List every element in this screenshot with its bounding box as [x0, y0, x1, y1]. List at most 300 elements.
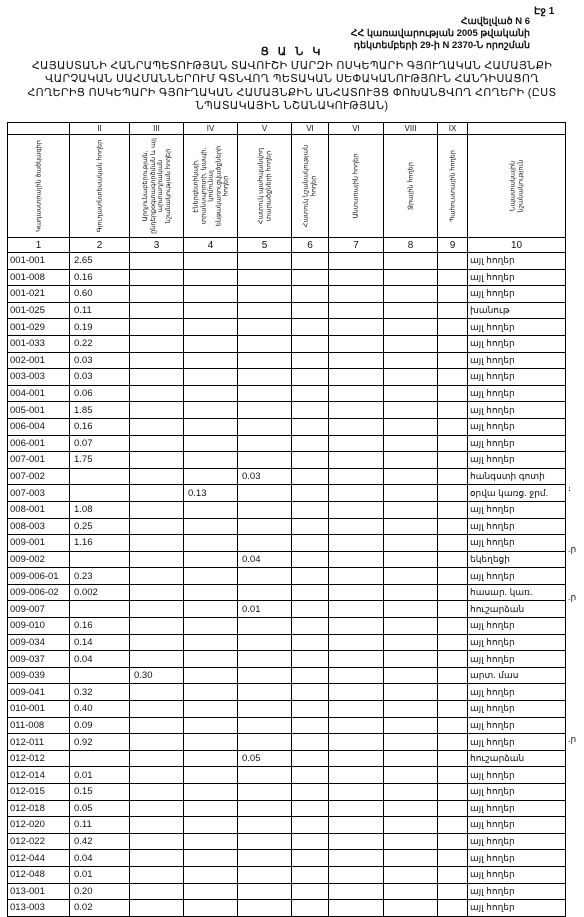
table-row: [8, 468, 566, 485]
agricultural-land-cell: 0.07: [70, 435, 130, 452]
water-land-cell: [384, 734, 438, 751]
cadastral-code-cell: 013-001: [8, 883, 70, 900]
reserve-land-cell: [438, 535, 468, 552]
water-land-cell: [384, 667, 438, 684]
column-header: [292, 135, 329, 238]
margin-mark: ։: [568, 483, 572, 493]
infrastructure-land-cell: [184, 900, 238, 917]
water-land-cell: [384, 767, 438, 784]
infrastructure-land-cell: 0.13: [184, 485, 238, 502]
agricultural-land-cell: 0.60: [70, 286, 130, 303]
agricultural-land-cell: [70, 601, 130, 618]
protected-land-cell: [238, 485, 292, 502]
cadastral-code-cell: 013-003: [8, 900, 70, 917]
column-header: [70, 135, 130, 238]
special-land-cell: [292, 833, 329, 850]
table-row: [8, 352, 566, 369]
forest-land-cell: [329, 584, 384, 601]
water-land-cell: [384, 501, 438, 518]
water-land-cell: [384, 452, 438, 469]
reserve-land-cell: [438, 551, 468, 568]
industrial-land-cell: [130, 850, 184, 867]
table-row: [8, 485, 566, 502]
column-header-text: Էներգետիկայի, տրանսպորտի, կապի, կոմունալ ենթակառուցվածքների հողեր: [191, 145, 229, 227]
infrastructure-land-cell: [184, 369, 238, 386]
purpose-cell: այլ հողեր: [468, 800, 566, 817]
reserve-land-cell: [438, 568, 468, 585]
purpose-cell: այլ հողեր: [468, 452, 566, 469]
forest-land-cell: [329, 352, 384, 369]
reserve-land-cell: [438, 701, 468, 718]
industrial-land-cell: [130, 402, 184, 419]
cadastral-code-cell: 012-011: [8, 734, 70, 751]
special-land-cell: [292, 352, 329, 369]
cadastral-code-cell: 009-006-01: [8, 568, 70, 585]
agricultural-land-cell: 0.40: [70, 701, 130, 718]
purpose-cell: այլ հողեր: [468, 518, 566, 535]
industrial-land-cell: [130, 750, 184, 767]
water-land-cell: [384, 319, 438, 336]
special-land-cell: [292, 784, 329, 801]
purpose-cell: այլ հողեր: [468, 535, 566, 552]
protected-land-cell: [238, 618, 292, 635]
reserve-land-cell: [438, 601, 468, 618]
roman-numeral-cell: [468, 123, 566, 135]
title-line: ՆՊԱՏԱԿԱՅԻՆ ՆՇԱՆԱԿՈՒԹՅԱՆ): [195, 100, 389, 112]
table-row: [8, 767, 566, 784]
infrastructure-land-cell: [184, 551, 238, 568]
agricultural-land-cell: 2.65: [70, 253, 130, 270]
infrastructure-land-cell: [184, 402, 238, 419]
purpose-cell: այլ հողեր: [468, 701, 566, 718]
protected-land-cell: [238, 319, 292, 336]
protected-land-cell: [238, 850, 292, 867]
protected-land-cell: [238, 817, 292, 834]
cadastral-code-cell: 009-041: [8, 684, 70, 701]
protected-land-cell: 0.05: [238, 750, 292, 767]
agricultural-land-cell: 0.03: [70, 369, 130, 386]
special-land-cell: [292, 269, 329, 286]
cadastral-code-cell: 009-002: [8, 551, 70, 568]
infrastructure-land-cell: [184, 667, 238, 684]
cadastral-code-cell: 009-034: [8, 634, 70, 651]
purpose-cell: այլ հողեր: [468, 253, 566, 270]
forest-land-cell: [329, 900, 384, 917]
special-land-cell: [292, 618, 329, 635]
purpose-cell: այլ հողեր: [468, 634, 566, 651]
agricultural-land-cell: [70, 468, 130, 485]
infrastructure-land-cell: [184, 866, 238, 883]
industrial-land-cell: 0.30: [130, 667, 184, 684]
protected-land-cell: [238, 535, 292, 552]
water-land-cell: [384, 468, 438, 485]
forest-land-cell: [329, 286, 384, 303]
water-land-cell: [384, 402, 438, 419]
industrial-land-cell: [130, 800, 184, 817]
column-header: [130, 135, 184, 238]
industrial-land-cell: [130, 900, 184, 917]
column-number: 5: [238, 238, 292, 253]
column-header-text: Ջրային հողեր: [406, 162, 414, 210]
reserve-land-cell: [438, 452, 468, 469]
infrastructure-land-cell: [184, 535, 238, 552]
forest-land-cell: [329, 734, 384, 751]
list-label: Ց Ա Ն Կ: [260, 46, 324, 58]
roman-numeral-cell: V: [238, 123, 292, 135]
protected-land-cell: [238, 335, 292, 352]
forest-land-cell: [329, 618, 384, 635]
special-land-cell: [292, 501, 329, 518]
water-land-cell: [384, 850, 438, 867]
margin-mark: .ր: [568, 544, 577, 554]
table-row: [8, 634, 566, 651]
purpose-cell: այլ հողեր: [468, 269, 566, 286]
special-land-cell: [292, 568, 329, 585]
column-number-row: [8, 238, 566, 253]
protected-land-cell: [238, 866, 292, 883]
reserve-land-cell: [438, 369, 468, 386]
cadastral-code-cell: 001-033: [8, 335, 70, 352]
protected-land-cell: 0.04: [238, 551, 292, 568]
purpose-cell: այլ հողեր: [468, 850, 566, 867]
protected-land-cell: [238, 584, 292, 601]
purpose-cell: այլ հողեր: [468, 402, 566, 419]
infrastructure-land-cell: [184, 253, 238, 270]
cadastral-code-cell: 011-008: [8, 717, 70, 734]
forest-land-cell: [329, 402, 384, 419]
purpose-cell: հանգստի գոտի: [468, 468, 566, 485]
cadastral-code-cell: 007-002: [8, 468, 70, 485]
infrastructure-land-cell: [184, 452, 238, 469]
protected-land-cell: [238, 435, 292, 452]
infrastructure-land-cell: [184, 418, 238, 435]
reserve-land-cell: [438, 850, 468, 867]
special-land-cell: [292, 866, 329, 883]
column-header: [238, 135, 292, 238]
purpose-cell: այլ հողեր: [468, 817, 566, 834]
document-title: [4, 46, 580, 114]
cadastral-code-cell: 012-022: [8, 833, 70, 850]
roman-numeral-cell: IX: [438, 123, 468, 135]
table-row: [8, 335, 566, 352]
cadastral-code-cell: 012-018: [8, 800, 70, 817]
land-table: [7, 122, 566, 917]
reserve-land-cell: [438, 253, 468, 270]
reserve-land-cell: [438, 402, 468, 419]
infrastructure-land-cell: [184, 833, 238, 850]
protected-land-cell: [238, 501, 292, 518]
infrastructure-land-cell: [184, 883, 238, 900]
column-header-text: Նպատակային նշանակություն: [509, 159, 524, 213]
industrial-land-cell: [130, 253, 184, 270]
infrastructure-land-cell: [184, 750, 238, 767]
special-land-cell: [292, 485, 329, 502]
industrial-land-cell: [130, 286, 184, 303]
water-land-cell: [384, 302, 438, 319]
industrial-land-cell: [130, 518, 184, 535]
purpose-cell: այլ հողեր: [468, 833, 566, 850]
infrastructure-land-cell: [184, 385, 238, 402]
infrastructure-land-cell: [184, 601, 238, 618]
cadastral-code-cell: 003-003: [8, 369, 70, 386]
reserve-land-cell: [438, 833, 468, 850]
infrastructure-land-cell: [184, 618, 238, 635]
reserve-land-cell: [438, 651, 468, 668]
agricultural-land-cell: 0.01: [70, 866, 130, 883]
protected-land-cell: [238, 701, 292, 718]
table-row: [8, 369, 566, 386]
industrial-land-cell: [130, 468, 184, 485]
reserve-land-cell: [438, 518, 468, 535]
forest-land-cell: [329, 784, 384, 801]
table-row: [8, 518, 566, 535]
column-number: 9: [438, 238, 468, 253]
infrastructure-land-cell: [184, 651, 238, 668]
industrial-land-cell: [130, 784, 184, 801]
purpose-cell: այլ հողեր: [468, 286, 566, 303]
forest-land-cell: [329, 385, 384, 402]
water-land-cell: [384, 385, 438, 402]
table-row: [8, 900, 566, 917]
table-row: [8, 435, 566, 452]
table-body: [8, 253, 566, 917]
cadastral-code-cell: 012-014: [8, 767, 70, 784]
protected-land-cell: [238, 568, 292, 585]
table-row: [8, 302, 566, 319]
reserve-land-cell: [438, 418, 468, 435]
reserve-land-cell: [438, 684, 468, 701]
purpose-cell: այլ հողեր: [468, 784, 566, 801]
table-row: [8, 584, 566, 601]
industrial-land-cell: [130, 269, 184, 286]
column-number: 4: [184, 238, 238, 253]
protected-land-cell: [238, 800, 292, 817]
water-land-cell: [384, 866, 438, 883]
forest-land-cell: [329, 302, 384, 319]
agricultural-land-cell: [70, 551, 130, 568]
cadastral-code-cell: 008-001: [8, 501, 70, 518]
infrastructure-land-cell: [184, 269, 238, 286]
agricultural-land-cell: 0.14: [70, 634, 130, 651]
table-row: [8, 866, 566, 883]
water-land-cell: [384, 485, 438, 502]
reserve-land-cell: [438, 800, 468, 817]
table-row: [8, 601, 566, 618]
industrial-land-cell: [130, 584, 184, 601]
table-row: [8, 734, 566, 751]
agricultural-land-cell: 0.22: [70, 335, 130, 352]
forest-land-cell: [329, 883, 384, 900]
forest-land-cell: [329, 717, 384, 734]
reserve-land-cell: [438, 352, 468, 369]
cadastral-code-cell: 012-048: [8, 866, 70, 883]
reserve-land-cell: [438, 385, 468, 402]
water-land-cell: [384, 601, 438, 618]
reserve-land-cell: [438, 269, 468, 286]
table-row: [8, 800, 566, 817]
special-land-cell: [292, 253, 329, 270]
special-land-cell: [292, 767, 329, 784]
table-row: [8, 319, 566, 336]
purpose-cell: այլ հողեր: [468, 501, 566, 518]
special-land-cell: [292, 900, 329, 917]
water-land-cell: [384, 717, 438, 734]
table-row: [8, 253, 566, 270]
special-land-cell: [292, 634, 329, 651]
agricultural-land-cell: 0.06: [70, 385, 130, 402]
infrastructure-land-cell: [184, 850, 238, 867]
industrial-land-cell: [130, 717, 184, 734]
water-land-cell: [384, 286, 438, 303]
agricultural-land-cell: 0.11: [70, 302, 130, 319]
protected-land-cell: [238, 385, 292, 402]
column-header-text: Պահուստային հողեր: [448, 150, 456, 222]
agricultural-land-cell: 0.16: [70, 618, 130, 635]
water-land-cell: [384, 551, 438, 568]
forest-land-cell: [329, 335, 384, 352]
purpose-cell: այլ հողեր: [468, 717, 566, 734]
infrastructure-land-cell: [184, 734, 238, 751]
infrastructure-land-cell: [184, 435, 238, 452]
reserve-land-cell: [438, 634, 468, 651]
purpose-cell: այլ հողեր: [468, 651, 566, 668]
water-land-cell: [384, 817, 438, 834]
purpose-cell: այլ հողեր: [468, 319, 566, 336]
industrial-land-cell: [130, 866, 184, 883]
agricultural-land-cell: 0.16: [70, 418, 130, 435]
special-land-cell: [292, 402, 329, 419]
cadastral-code-cell: 012-044: [8, 850, 70, 867]
forest-land-cell: [329, 817, 384, 834]
forest-land-cell: [329, 319, 384, 336]
industrial-land-cell: [130, 767, 184, 784]
cadastral-code-cell: 001-025: [8, 302, 70, 319]
agricultural-land-cell: [70, 750, 130, 767]
purpose-cell: այլ հողեր: [468, 568, 566, 585]
reserve-land-cell: [438, 717, 468, 734]
column-number: 2: [70, 238, 130, 253]
column-header: [468, 135, 566, 238]
reserve-land-cell: [438, 485, 468, 502]
special-land-cell: [292, 584, 329, 601]
protected-land-cell: [238, 717, 292, 734]
appendix-line: Հավելված N 6: [460, 16, 530, 27]
reserve-land-cell: [438, 468, 468, 485]
table-row: [8, 568, 566, 585]
special-land-cell: [292, 551, 329, 568]
table-row: [8, 717, 566, 734]
appendix-line: դեկտեմբերի 29-ի N 2370-Ն որոշման: [353, 40, 530, 51]
forest-land-cell: [329, 701, 384, 718]
protected-land-cell: [238, 452, 292, 469]
table-row: [8, 667, 566, 684]
special-land-cell: [292, 651, 329, 668]
table-row: [8, 750, 566, 767]
special-land-cell: [292, 418, 329, 435]
cadastral-code-cell: 010-001: [8, 701, 70, 718]
forest-land-cell: [329, 435, 384, 452]
water-land-cell: [384, 335, 438, 352]
agricultural-land-cell: [70, 485, 130, 502]
agricultural-land-cell: 0.15: [70, 784, 130, 801]
protected-land-cell: [238, 369, 292, 386]
special-land-cell: [292, 286, 329, 303]
purpose-cell: այլ հողեր: [468, 734, 566, 751]
infrastructure-land-cell: [184, 352, 238, 369]
cadastral-code-cell: 006-004: [8, 418, 70, 435]
agricultural-land-cell: 0.16: [70, 269, 130, 286]
column-header-text: Հատուկ պահպանվող տարածքների հողեր: [257, 147, 272, 225]
forest-land-cell: [329, 468, 384, 485]
protected-land-cell: [238, 269, 292, 286]
agricultural-land-cell: 0.04: [70, 651, 130, 668]
table-row: [8, 784, 566, 801]
protected-land-cell: [238, 253, 292, 270]
cadastral-code-cell: 004-001: [8, 385, 70, 402]
industrial-land-cell: [130, 601, 184, 618]
special-land-cell: [292, 883, 329, 900]
special-land-cell: [292, 535, 329, 552]
column-number: 6: [292, 238, 329, 253]
industrial-land-cell: [130, 418, 184, 435]
water-land-cell: [384, 800, 438, 817]
special-land-cell: [292, 717, 329, 734]
industrial-land-cell: [130, 701, 184, 718]
agricultural-land-cell: 1.08: [70, 501, 130, 518]
water-land-cell: [384, 750, 438, 767]
purpose-cell: այլ հողեր: [468, 335, 566, 352]
column-header-text: Կադաստրային ծածկագիր: [34, 140, 42, 232]
water-land-cell: [384, 883, 438, 900]
purpose-cell: այլ հողեր: [468, 435, 566, 452]
title-line: ՎԱՐՉԱԿԱՆ ՍԱՀՄԱՆՆԵՐՈՒՄ ԳՏՆՎՈՂ ՊԵՏԱԿԱՆ ՍԵՓԱԿԱՆՈՒԹՅՈՒՆ ՀԱՆԴԻՍԱՑՈՂ: [45, 73, 539, 85]
industrial-land-cell: [130, 335, 184, 352]
table-row: [8, 501, 566, 518]
infrastructure-land-cell: [184, 518, 238, 535]
forest-land-cell: [329, 501, 384, 518]
protected-land-cell: [238, 302, 292, 319]
cadastral-code-cell: 009-037: [8, 651, 70, 668]
cadastral-code-cell: 007-003: [8, 485, 70, 502]
cadastral-code-cell: 001-021: [8, 286, 70, 303]
forest-land-cell: [329, 418, 384, 435]
roman-numeral-cell: IV: [184, 123, 238, 135]
table-row: [8, 551, 566, 568]
industrial-land-cell: [130, 535, 184, 552]
cadastral-code-cell: 007-001: [8, 452, 70, 469]
water-land-cell: [384, 900, 438, 917]
forest-land-cell: [329, 253, 384, 270]
industrial-land-cell: [130, 817, 184, 834]
protected-land-cell: [238, 900, 292, 917]
special-land-cell: [292, 701, 329, 718]
special-land-cell: [292, 369, 329, 386]
industrial-land-cell: [130, 435, 184, 452]
reserve-land-cell: [438, 302, 468, 319]
water-land-cell: [384, 568, 438, 585]
purpose-cell: այլ հողեր: [468, 900, 566, 917]
column-header-text: Գյուղատնտեսական հողեր: [95, 139, 103, 233]
infrastructure-land-cell: [184, 684, 238, 701]
agricultural-land-cell: [70, 667, 130, 684]
purpose-cell: եկեղեցի: [468, 551, 566, 568]
table-row: [8, 286, 566, 303]
industrial-land-cell: [130, 319, 184, 336]
special-land-cell: [292, 800, 329, 817]
water-land-cell: [384, 253, 438, 270]
water-land-cell: [384, 269, 438, 286]
special-land-cell: [292, 319, 329, 336]
